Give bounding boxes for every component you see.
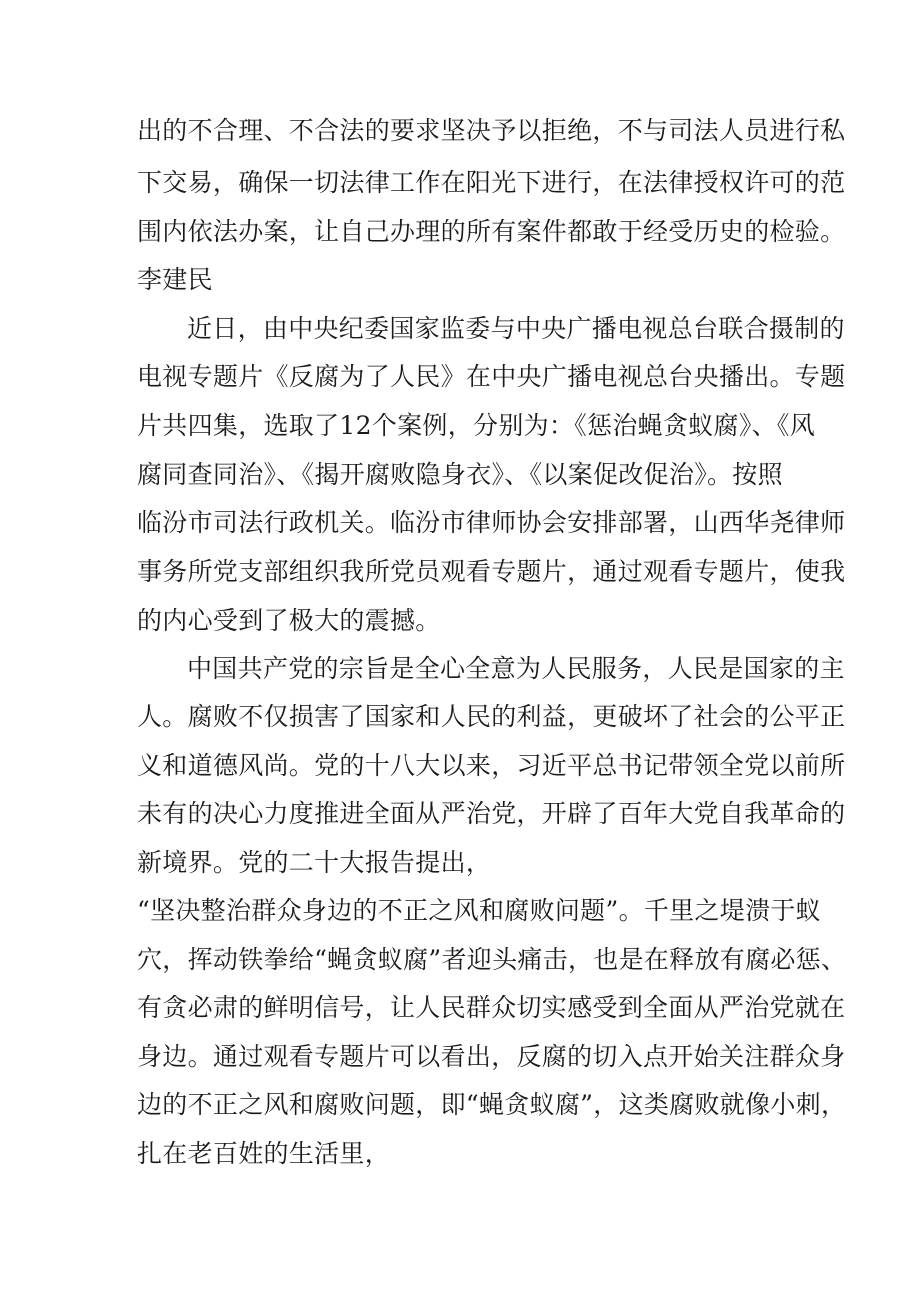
text-line-20: 身边。通过观看专题片可以看出，反腐的切入点开始关注群众身 — [137, 1042, 846, 1071]
text-line-6: 电视专题片《反腐为了人民》在中央广播电视总台央播出。专题 — [137, 362, 846, 391]
text-line-11: 的内心受到了极大的震撼。 — [137, 606, 441, 635]
text-line-3: 围内依法办案，让自己办理的所有案件都敢于经受历史的检验。 — [137, 217, 846, 246]
text-line-1: 出的不合理、不合法的要求坚决予以拒绝，不与司法人员进行私 — [137, 116, 846, 145]
text-line-14: 义和道德风尚。党的十八大以来，习近平总书记带领全党以前所 — [137, 751, 846, 780]
text-line-22: 扎在老百姓的生活里， — [137, 1139, 391, 1168]
text-line-10: 事务所党支部组织我所党员观看专题片，通过观看专题片，使我 — [137, 557, 846, 586]
text-line-15: 未有的决心力度推进全面从严治党，开辟了百年大党自我革命的 — [137, 799, 846, 828]
text-line-8: 腐同查同治》、《揭开腐败隐身衣》、《以案促改促治》。按照 — [137, 460, 783, 489]
text-line-21: 边的不正之风和腐败问题，即“蝇贪蚁腐”，这类腐败就像小刺， — [137, 1090, 847, 1119]
text-line-7: 片共四集，选取了12个案例，分别为：《惩治蝇贪蚁腐》、《风 — [137, 411, 816, 440]
text-line-16: 新境界。党的二十大报告提出， — [137, 848, 492, 877]
author-name: 李建民 — [137, 265, 213, 294]
text-line-19: 有贪必肃的鲜明信号，让人民群众切实感受到全面从严治党就在 — [137, 993, 846, 1022]
text-line-5: 近日，由中央纪委国家监委与中央广播电视总台联合摄制的 — [187, 314, 845, 343]
text-line-18: 穴，挥动铁拳给“蝇贪蚁腐”者迎头痛击，也是在释放有腐必惩、 — [137, 945, 847, 974]
text-line-2: 下交易，确保一切法律工作在阳光下进行，在法律授权许可的范 — [137, 168, 846, 197]
text-line-13: 人。腐败不仅损害了国家和人民的利益，更破坏了社会的公平正 — [137, 702, 846, 731]
text-line-12: 中国共产党的宗旨是全心全意为人民服务，人民是国家的主 — [187, 654, 845, 683]
text-line-17: “坚决整治群众身边的不正之风和腐败问题”。千里之堤溃于蚁 — [137, 896, 821, 925]
text-line-9: 临汾市司法行政机关。临汾市律师协会安排部署，山西华尧律师 — [137, 508, 846, 537]
